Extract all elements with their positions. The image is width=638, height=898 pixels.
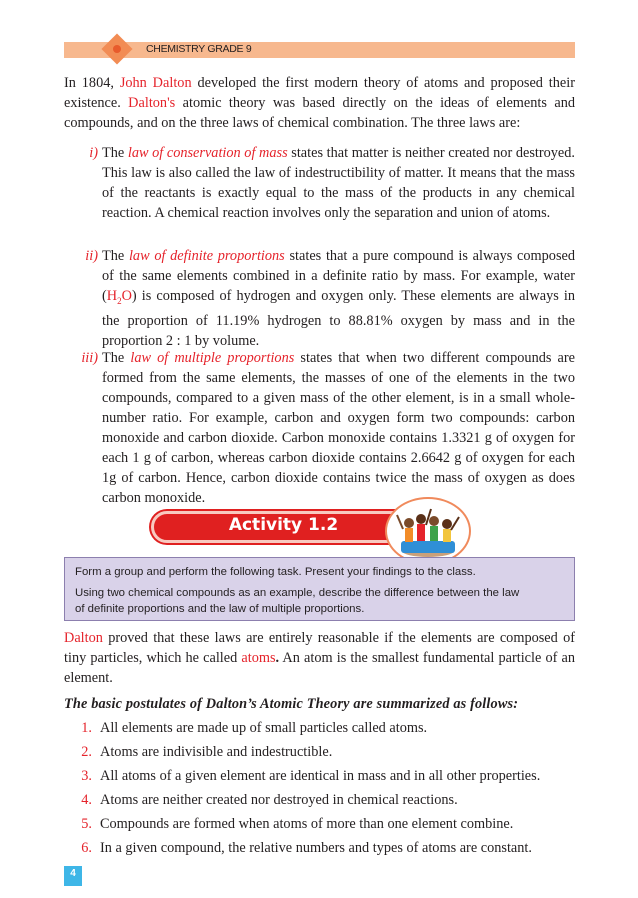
postulate-text: All elements are made up of small particles called atoms. [100,720,428,736]
postulate-number: 6. [81,840,92,856]
activity-title: Activity 1.2 [228,515,339,535]
page-number: 4 [70,868,76,879]
dalton-text-1: proved that these laws are entirely reasonable if the elements are composed of tiny particles, which he called [64,630,575,666]
postulate-text: Compounds are formed when atoms of more than one element combine. [100,816,514,832]
law-numeral: iii) [81,350,98,366]
dalton-possessive: Dalton's [128,95,176,111]
postulate-number: 1. [81,720,92,736]
dalton-text-2: An atom is the smallest fundamental particle of an element. [64,650,575,686]
law-numeral: i) [89,145,98,161]
postulate-number: 3. [81,768,92,784]
law-text [102,246,575,351]
postulate-text: Atoms are indivisible and indestructible. [100,744,333,760]
formula-subscript: 2 [117,295,122,306]
running-header-title: CHEMISTRY GRADE 9 [146,43,252,55]
dalton-paragraph [64,628,575,688]
law-name: law of conservation of mass [127,145,288,161]
activity-task-line-2: of definite proportions and the law of multiple proportions. [75,603,365,615]
formula-o: O [121,288,132,304]
formula-h: H [106,288,118,304]
law-numeral: ii) [85,248,98,264]
law-description-a: states that a pure compound is always composed of the same elements combined in a definite ratio by mass. For example, water ( [102,248,576,304]
law-text [102,143,575,223]
intro-text-3: atomic theory was based directly on the ideas of elements and compounds, and on the three laws of chemical combination. The three laws are: [64,95,576,131]
postulate-text: Atoms are neither created nor destroyed in chemical reactions. [100,792,458,808]
water-formula [107,288,132,304]
postulate-number: 2. [81,744,92,760]
atoms-period: . [275,650,280,666]
header-bar [64,42,575,58]
law-name: law of multiple proportions [130,350,295,366]
law-lead: The [102,145,128,161]
group-students-illustration [385,497,471,565]
header-dot-icon [113,45,121,53]
activity-instruction: Form a group and perform the following task. Present your findings to the class. [75,566,476,578]
law-description: states that when two different compounds are formed from the same elements, the masses of one of the elements in the two compounds, compared to a given mass of the other element, is in a small whole-number ratio. For example, carbon and oxygen form two compounds: carbon monoxide and carbon dioxide. Carbon monoxide contains 1.3321 g of oxygen for each 1 g of carbon, whereas carbon dioxide contains 2.6642 g of oxygen for each 1g of carbon. Hence, carbon dioxide contains twice the mass of oxygen as does carbon monoxide. [102,350,575,506]
law-lead: The [102,248,129,264]
postulate-text: All atoms of a given element are identical in mass and in all other properties. [100,768,541,784]
postulate-number: 4. [81,792,92,808]
intro-paragraph [64,73,575,133]
postulate-number: 5. [81,816,92,832]
postulates-heading: The basic postulates of Dalton’s Atomic Theory are summarized as follows: [64,696,519,712]
postulate-text: In a given compound, the relative numbers and types of atoms are constant. [100,840,532,856]
dalton-name: John Dalton [119,75,192,91]
dalton-name: Dalton [64,630,103,646]
law-lead: The [102,350,131,366]
law-text [102,348,575,508]
law-description-b: ) is composed of hydrogen and oxygen only. These elements are always in the proportion of 11.19% hydrogen to 88.81% oxygen by mass and in the proportion 2 : 1 by volume. [102,288,575,349]
law-name: law of definite proportions [128,248,285,264]
intro-text-2: developed the first modern theory of atoms and proposed their existence. [64,75,575,111]
law-description: states that matter is neither created nor destroyed. This law is also called the law of indestructibility of matter. It means that the mass of the reactants is exactly equal to the mass of the products in any chemical reaction. A chemical reaction involves only the separation and union of atoms. [102,145,575,221]
intro-text-1: In 1804, [64,75,120,91]
atoms-term: atoms [241,650,276,666]
activity-task-line-1: Using two chemical compounds as an example, describe the difference between the law [75,587,520,599]
